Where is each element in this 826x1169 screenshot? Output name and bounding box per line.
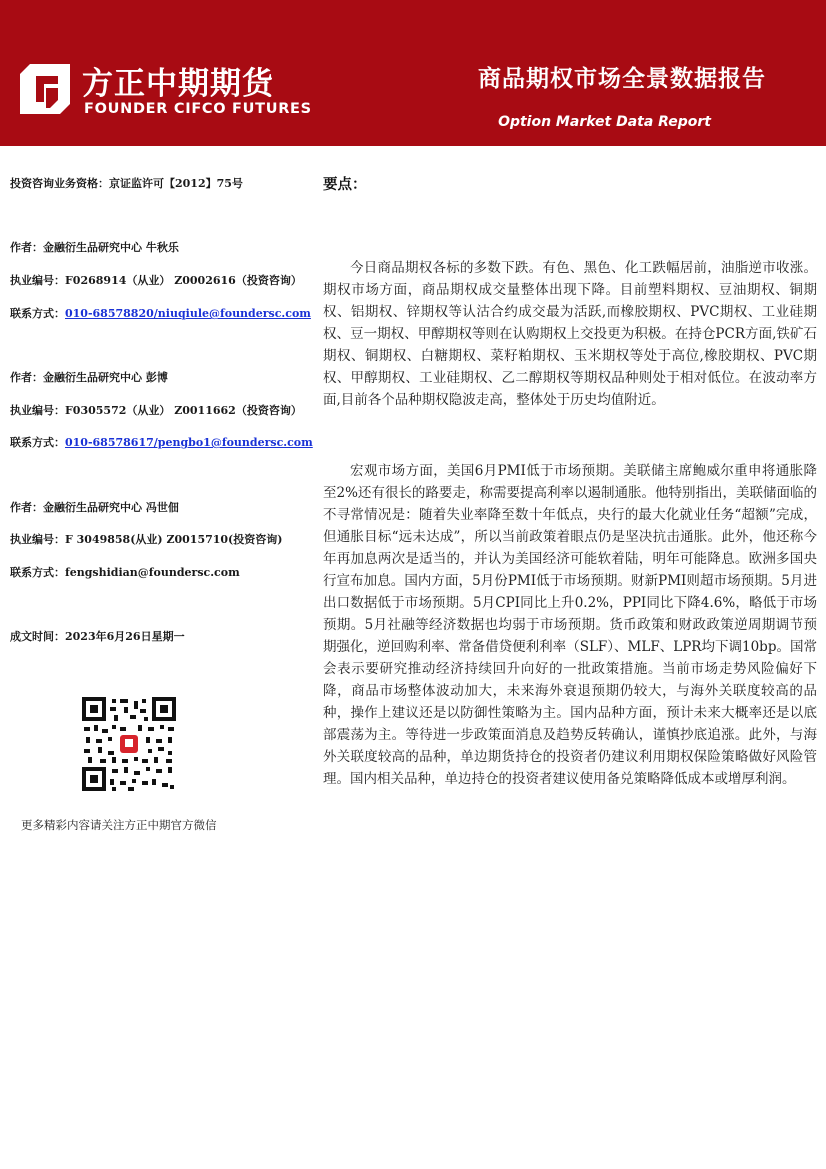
logo-english-name: FOUNDER CIFCO FUTURES <box>84 101 312 117</box>
report-title-english: Option Market Data Report <box>498 114 711 130</box>
contact-label: 联系方式： <box>10 566 65 579</box>
author-3-line: 作者：金融衍生品研究中心 冯世佃 <box>10 501 179 514</box>
founder-logo-icon <box>16 60 74 118</box>
report-title: 商品期权市场全景数据报告 <box>478 66 766 92</box>
author-2-license: 执业编号：F0305572（从业） Z0011662（投资咨询） <box>10 404 302 417</box>
author-2-line: 作者：金融衍生品研究中心 彭博 <box>10 371 168 384</box>
contact-label: 联系方式： <box>10 436 65 449</box>
author-1-contact <box>10 305 311 321</box>
header-banner <box>0 0 826 146</box>
author-2-contact <box>10 434 313 450</box>
wechat-qr-code-icon <box>82 697 176 791</box>
author-1-line: 作者：金融衍生品研究中心 牛秋乐 <box>10 241 179 254</box>
author-2-email-link[interactable]: 010-68578617/pengbo1@foundersc.com <box>65 436 313 449</box>
author-1-email-link[interactable]: 010-68578820/niuqiule@foundersc.com <box>65 307 311 320</box>
author-3-contact <box>10 564 240 580</box>
author-3-license: 执业编号：F 3049858(从业) Z0015710(投资咨询) <box>10 533 283 546</box>
author-3-email: fengshidian@foundersc.com <box>65 566 240 579</box>
contact-label: 联系方式： <box>10 307 65 320</box>
qr-caption: 更多精彩内容请关注方正中期官方微信 <box>21 818 217 832</box>
author-1-license: 执业编号：F0268914（从业） Z0002616（投资咨询） <box>10 274 302 287</box>
logo-chinese-name: 方正中期期货 <box>82 66 274 102</box>
summary-paragraph-options: 今日商品期权各标的多数下跌。有色、黑色、化工跌幅居前，油脂逆市收涨。期权市场方面，商品期权成交量整体出现下降。目前塑料期权、豆油期权、铜期权、铝期权、锌期权等认沽合约成交最为活跃,而橡胶期权、PVC期权、工业硅期权、豆一期权、甲醇期权等则在认购期权上交投更为积极。在持仓PCR方面,铁矿石期权、铜期权、白糖期权、菜籽粕期权、玉米期权等处于高位,橡胶期权、PVC期权、甲醇期权、工业硅期权、乙二醇期权等期权品种则处于相对低位。在波动率方面,目前各个品种期权隐波走高，整体处于历史均值附近。 <box>323 260 817 408</box>
date-line: 成文时间：2023年6月26日星期一 <box>10 630 185 643</box>
key-points-heading: 要点： <box>323 177 367 193</box>
qualification-line: 投资咨询业务资格：京证监许可【2012】75号 <box>10 177 243 190</box>
summary-paragraph-macro: 宏观市场方面，美国6月PMI低于市场预期。美联储主席鲍威尔重申将通胀降至2%还有很长的路要走，称需要提高利率以遏制通胀。他特别指出，美联储面临的不寻常情况是：随着失业率降至数十年低点，央行的最大化就业任务“超额”完成，但通胀目标“远未达成”，所以当前政策着眼点仍是坚决抗击通胀。此外，他还称今年再加息两次是适当的，并认为美国经济可能软着陆，明年可能降息。欧洲多国央行宣布加息。国内方面，5月份PMI低于市场预期。财新PMI则超市场预期。5月进出口数据低于市场预期。5月CPI同比上升0.2%，PPI同比下降4.6%，略低于市场预期。5月社融等经济数据也均弱于市场预期。货币政策和财政政策逆周期调节预期强化，逆回购利率、常备借贷便利利率（SLF）、MLF、LPR均下调10bp。国常会表示要研究推动经济持续回升向好的一批政策措施。当前市场走势风险偏好下降，商品市场整体波动加大，未来海外衰退预期仍较大，与海外关联度较高的品种，操作上建议还是以防御性策略为主。国内品种方面，预计未来大概率还是以底部震荡为主。等待进一步政策面消息及趋势反转确认，谨慎抄底追涨。此外，与海外关联度较高的品种，单边期货持仓的投资者仍建议利用期权保险策略做好风险管理。国内相关品种，单边持仓的投资者建议使用备兑策略降低成本或增厚利润。 <box>323 463 817 787</box>
